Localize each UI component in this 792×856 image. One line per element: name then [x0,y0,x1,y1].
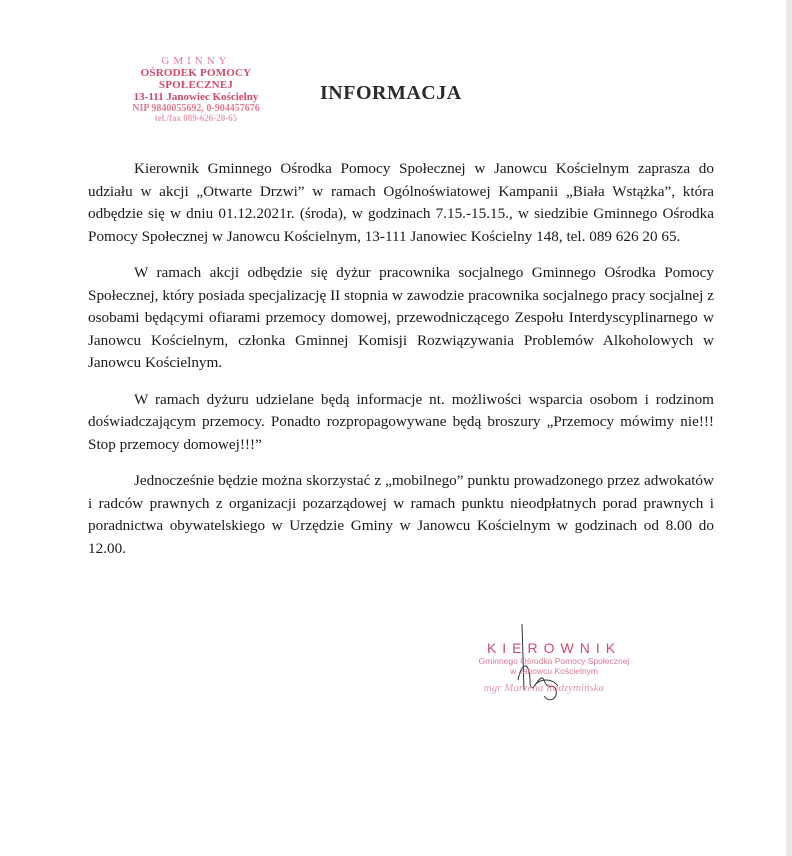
stamp-line-5: tel./fax 089-626-20-65 [154,113,238,124]
document-body [88,158,714,574]
signature-stamp [454,640,654,694]
stamp-line-4: NIP 9840055692, 0-904457676 [132,102,260,114]
page-edge-shadow [786,0,792,856]
paragraph-legal-aid: Jednocześnie będzie można skorzystać z „mobilnego” punktu prowadzonego przez adwokatów i radców prawnych z organizacji pozarządowej w ramach punktu nieodpłatnych porad prawnych i poradnictwa obywatelskiego w Urzędzie Gminy w Janowcu Kościelnym w godzinach od 8.00 do 12.00. [88,472,714,557]
signature-name: mgr Marzena Radzymińska [483,682,605,694]
document-title: INFORMACJA [320,82,462,104]
signature-institution-1: Gminnego Ośrodka Pomocy Społecznej [478,656,630,666]
paragraph-invitation: Kierownik Gminnego Ośrodka Pomocy Społecznej w Janowcu Kościelnym zaprasza do udziału w akcji „Otwarte Drzwi” w ramach Ogólnoświatowej Kampanii „Biała Wstążka”, która odbędzie się w dniu 01.12.2021r. (środa), w godzinach 7.15.-15.15., w siedzibie Gminnego Ośrodka Pomocy Społecznej w Janowcu Kościelnym, 13-111 Janowiec Kościelny 148, tel. 089 626 20 65. [88,160,714,245]
stamp-line-3: 13-111 Janowiec Kościelny [133,90,259,103]
stamp-line-1: GMINNY [161,55,231,67]
paragraph-support: W ramach dyżuru udzielane będą informacje nt. możliwości wsparcia osobom i rodzinom doświadczającym przemocy. Ponadto rozpropagowywane będą broszury „Przemocy mówimy nie!!! Stop przemocy domowej!!!” [88,390,714,453]
institution-stamp [104,56,288,124]
signature-institution-2: w Janowcu Kościelnym [510,666,598,676]
stamp-line-2: OŚRODEK POMOCY SPOŁECZNEJ [140,66,252,91]
signature-role: KIEROWNIK [486,640,622,656]
paragraph-duty: W ramach akcji odbędzie się dyżur pracownika socjalnego Gminnego Ośrodka Pomocy Społecznej, który posiada specjalizację II stopnia w zawodzie pracownika socjalnego pracy socjalnej z osobami będącymi ofiarami przemocy domowej, przewodniczącego Zespołu Interdyscyplinarnego w Janowcu Kościelnym, członka Gminnej Komisji Rozwiązywania Problemów Alkoholowych w Janowcu Kościelnym. [88,264,714,371]
